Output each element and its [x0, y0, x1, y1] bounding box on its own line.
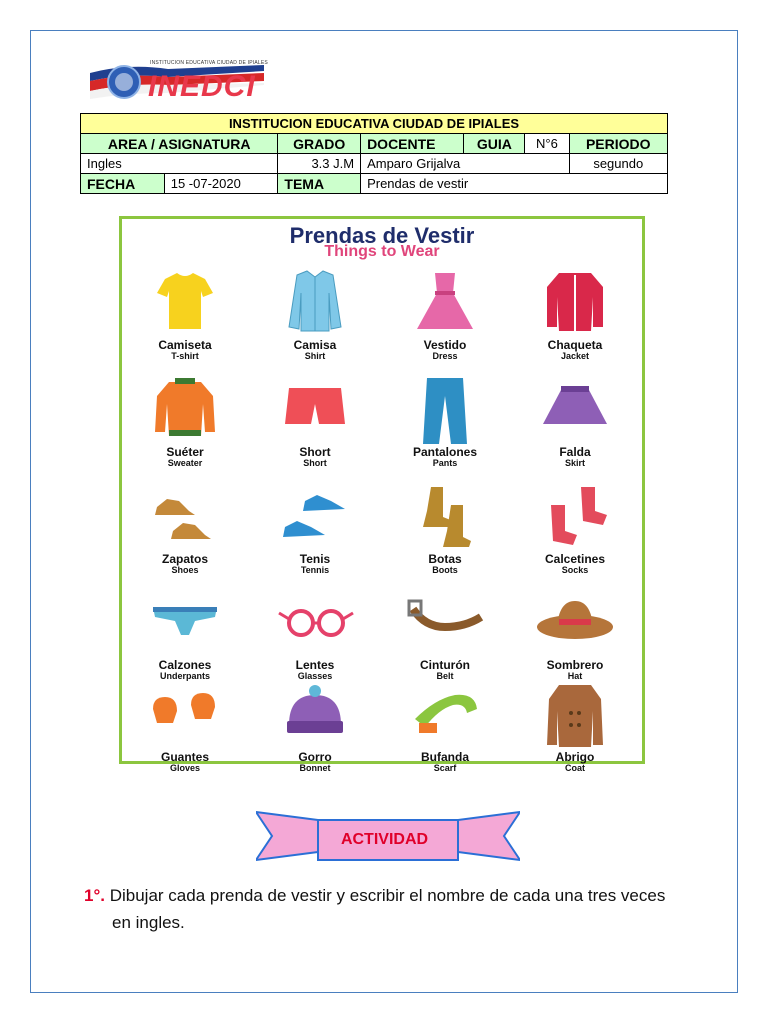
beanie-icon	[275, 679, 355, 749]
clothing-item	[255, 481, 375, 575]
clothing-item	[385, 267, 505, 361]
clothing-item	[385, 679, 505, 773]
instruction-number: 1°.	[84, 886, 105, 905]
item-english-name: Belt	[436, 671, 454, 681]
item-spanish-name: Falda	[559, 445, 591, 459]
jacket-icon	[535, 267, 615, 337]
item-spanish-name: Bufanda	[421, 750, 469, 764]
item-spanish-name: Camisa	[293, 338, 337, 352]
item-spanish-name: Sombrero	[546, 658, 604, 672]
item-spanish-name: Lentes	[295, 658, 335, 672]
tshirt-icon	[145, 267, 225, 337]
tema-value: Prendas de vestir	[361, 174, 668, 194]
belt-icon	[405, 587, 485, 657]
clothing-item	[125, 587, 245, 681]
item-spanish-name: Pantalones	[412, 445, 478, 459]
item-english-name: Dress	[432, 351, 458, 361]
docente-value: Amparo Grijalva	[361, 154, 569, 174]
pants-icon	[405, 374, 485, 444]
instruction-text: Dibujar cada prenda de vestir y escribir el nombre de cada una tres veces	[109, 886, 666, 905]
clothing-poster	[119, 216, 645, 773]
item-english-name: Scarf	[433, 763, 457, 773]
clothing-item	[255, 374, 375, 468]
item-spanish-name: Abrigo	[555, 750, 595, 764]
item-english-name: Shoes	[171, 565, 199, 575]
item-english-name: Tennis	[300, 565, 330, 575]
item-spanish-name: Camiseta	[158, 338, 212, 352]
item-spanish-name: Zapatos	[161, 552, 208, 566]
clothing-item	[515, 587, 635, 681]
item-spanish-name: Botas	[428, 552, 462, 566]
header-table	[80, 113, 668, 194]
item-spanish-name: Tenis	[299, 552, 331, 566]
clothing-item	[255, 587, 375, 681]
periodo-value: segundo	[569, 154, 667, 174]
item-english-name: Skirt	[564, 458, 585, 468]
gloves-icon	[145, 679, 225, 749]
clothing-item	[385, 374, 505, 468]
periodo-label: PERIODO	[569, 134, 667, 154]
instruction-text-cont: en ingles.	[112, 913, 185, 932]
item-english-name: Hat	[567, 671, 583, 681]
shirt-icon	[275, 267, 355, 337]
poster-subtitle: Things to Wear	[324, 243, 440, 260]
item-english-name: T-shirt	[171, 351, 199, 361]
item-spanish-name: Guantes	[160, 750, 209, 764]
item-english-name: Underpants	[159, 671, 210, 681]
item-english-name: Glasses	[297, 671, 333, 681]
fecha-label: FECHA	[81, 174, 165, 194]
clothing-item	[515, 679, 635, 773]
item-spanish-name: Gorro	[298, 750, 332, 764]
coat-icon	[535, 679, 615, 749]
clothing-item	[385, 481, 505, 575]
item-spanish-name: Calzones	[158, 658, 212, 672]
docente-label: DOCENTE	[361, 134, 464, 154]
area-value: Ingles	[81, 154, 278, 174]
item-english-name: Boots	[432, 565, 458, 575]
guia-number: N°6	[525, 134, 569, 154]
item-english-name: Sweater	[167, 458, 203, 468]
socks-icon	[535, 481, 615, 551]
item-english-name: Short	[303, 458, 327, 468]
clothing-item	[125, 267, 245, 361]
item-spanish-name: Cinturón	[420, 658, 470, 672]
item-english-name: Bonnet	[299, 763, 331, 773]
item-english-name: Coat	[565, 763, 585, 773]
item-english-name: Socks	[561, 565, 589, 575]
clothing-item	[125, 481, 245, 575]
instruction	[84, 882, 704, 936]
dress-icon	[405, 267, 485, 337]
scarf-icon	[405, 679, 485, 749]
clothing-item	[125, 374, 245, 468]
poster-title: Prendas de Vestir	[289, 223, 475, 248]
item-spanish-name: Suéter	[166, 445, 204, 459]
activity-label: ACTIVIDAD	[340, 831, 429, 848]
sweater-icon	[145, 374, 225, 444]
item-english-name: Jacket	[560, 351, 590, 361]
shorts-icon	[275, 374, 355, 444]
grado-label: GRADO	[278, 134, 361, 154]
underpants-icon	[145, 587, 225, 657]
tema-label: TEMA	[278, 174, 361, 194]
hat-icon	[535, 587, 615, 657]
clothing-item	[515, 481, 635, 575]
logo-brand: INEDCI	[148, 70, 256, 103]
item-english-name: Gloves	[169, 763, 200, 773]
grado-value: 3.3 J.M	[278, 154, 361, 174]
clothing-item	[515, 267, 635, 361]
item-spanish-name: Short	[299, 445, 331, 459]
clothing-item	[255, 267, 375, 361]
glasses-icon	[275, 587, 355, 657]
guia-label: GUIA	[464, 134, 525, 154]
institution-name: INSTITUCION EDUCATIVA CIUDAD DE IPIALES	[81, 114, 668, 134]
sneakers-icon	[275, 481, 355, 551]
area-label: AREA / ASIGNATURA	[81, 134, 278, 154]
clothing-item	[255, 679, 375, 773]
clothing-item	[125, 679, 245, 773]
item-english-name: Shirt	[304, 351, 326, 361]
item-english-name: Pants	[432, 458, 458, 468]
item-spanish-name: Calcetines	[544, 552, 606, 566]
clothing-item	[515, 374, 635, 468]
clothing-item	[385, 587, 505, 681]
item-spanish-name: Chaqueta	[547, 338, 603, 352]
item-spanish-name: Vestido	[423, 338, 467, 352]
fecha-value: 15 -07-2020	[164, 174, 278, 194]
boots-icon	[405, 481, 485, 551]
shoes-icon	[145, 481, 225, 551]
skirt-icon	[535, 374, 615, 444]
logo-small-text: INSTITUCION EDUCATIVA CIUDAD DE IPIALES	[150, 60, 268, 66]
